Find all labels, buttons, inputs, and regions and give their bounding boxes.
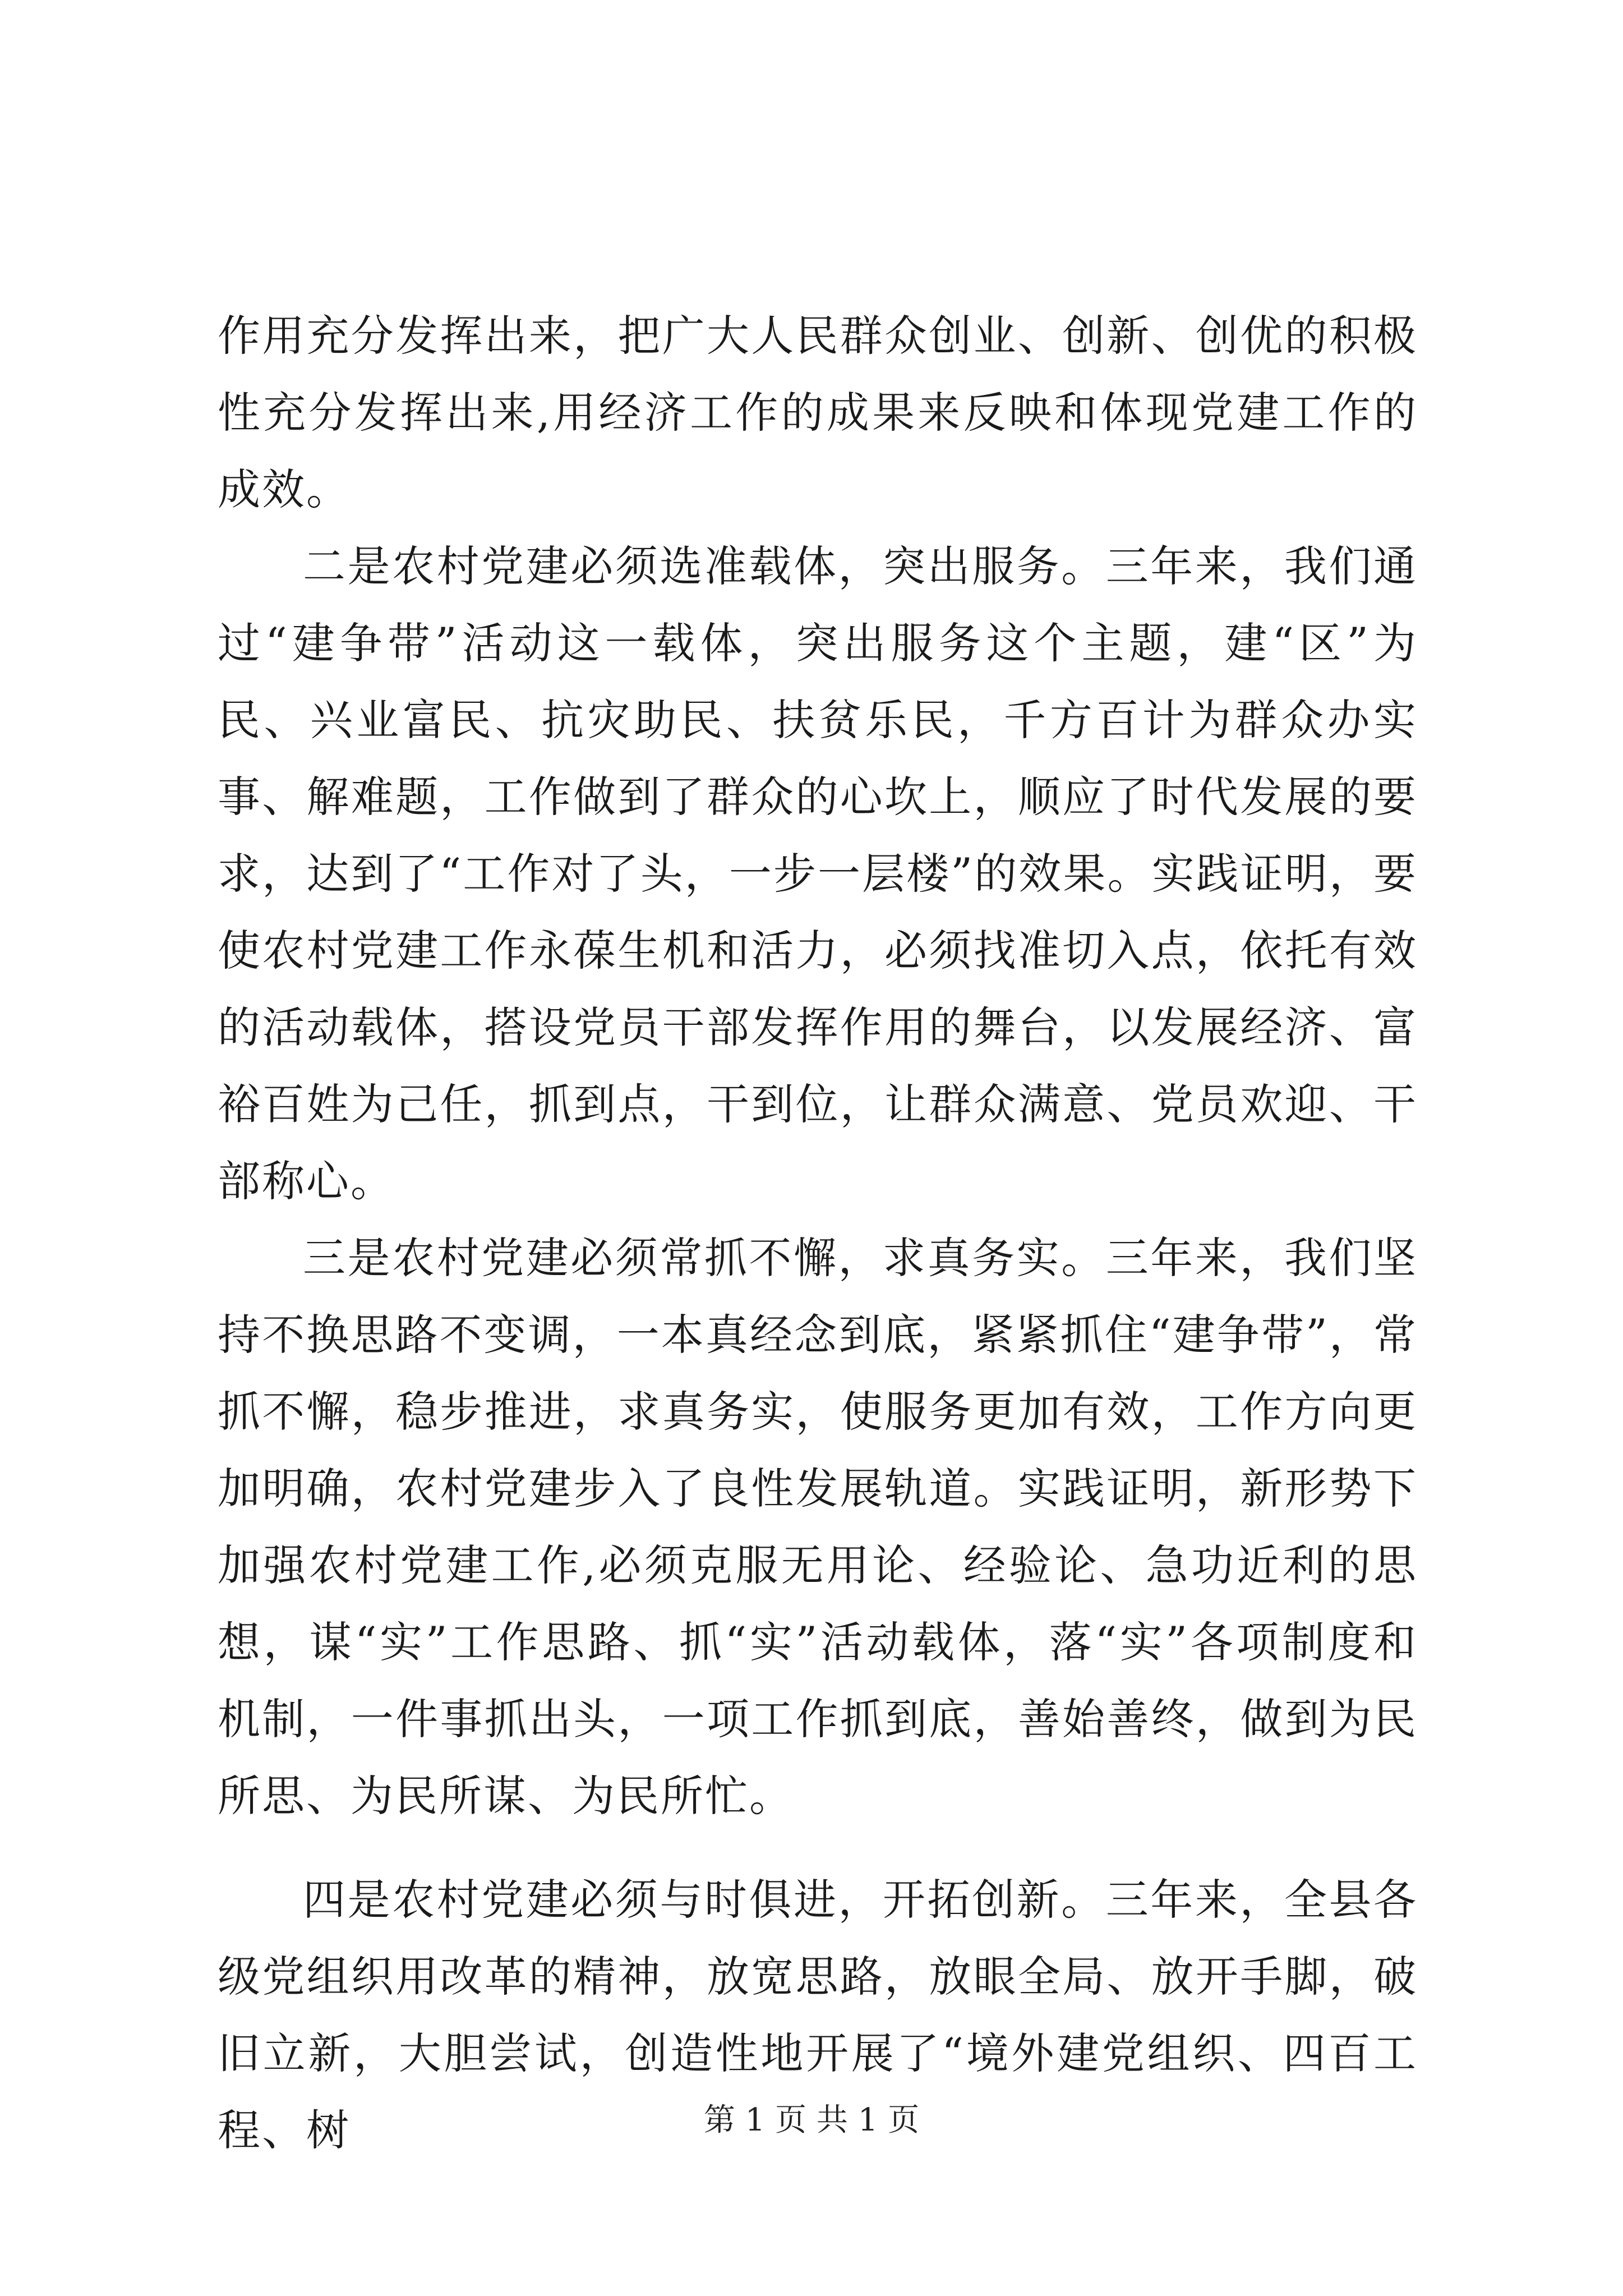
- page-footer: 第 1 页 共 1 页: [703, 2102, 920, 2138]
- document-body: [218, 297, 1418, 2169]
- paragraph-continuation: 作用充分发挥出来，把广大人民群众创业、创新、创优的积极性充分发挥出来,用经济工作的成果来反映和体现党建工作的成效。: [218, 311, 1418, 514]
- paragraph-point-three: 三是农村党建必须常抓不懈，求真务实。三年来，我们坚持不换思路不变调，一本真经念到底，紧紧抓住“建争带”，常抓不懈，稳步推进，求真务实，使服务更加有效，工作方向更加明确，农村党建步入了良性发展轨道。实践证明，新形势下加强农村党建工作,必须克服无用论、经验论、急功近利的思想，谋“实”工作思路、抓“实”活动载体，落“实”各项制度和机制，一件事抓出头，一项工作抓到底，善始善终，做到为民所思、为民所谋、为民所忙。: [218, 1233, 1418, 1821]
- paragraph-point-four: 四是农村党建必须与时俱进，开拓创新。三年来，全县各级党组织用改革的精神，放宽思路，放眼全局、放开手脚，破旧立新，大胆尝试，创造性地开展了“境外建党组织、四百工程、树: [218, 1875, 1418, 2155]
- paragraph-point-two: 二是农村党建必须选准载体，突出服务。三年来，我们通过“建争带”活动这一载体，突出服务这个主题，建“区”为民、兴业富民、抗灾助民、扶贫乐民，千方百计为群众办实事、解难题，工作做到了群众的心坎上，顺应了时代发展的要求，达到了“工作对了头，一步一层楼”的效果。实践证明，要使农村党建工作永葆生机和活力，必须找准切入点，依托有效的活动载体，搭设党员干部发挥作用的舞台，以发展经济、富裕百姓为己任，抓到点，干到位，让群众满意、党员欢迎、干部称心。: [218, 541, 1418, 1206]
